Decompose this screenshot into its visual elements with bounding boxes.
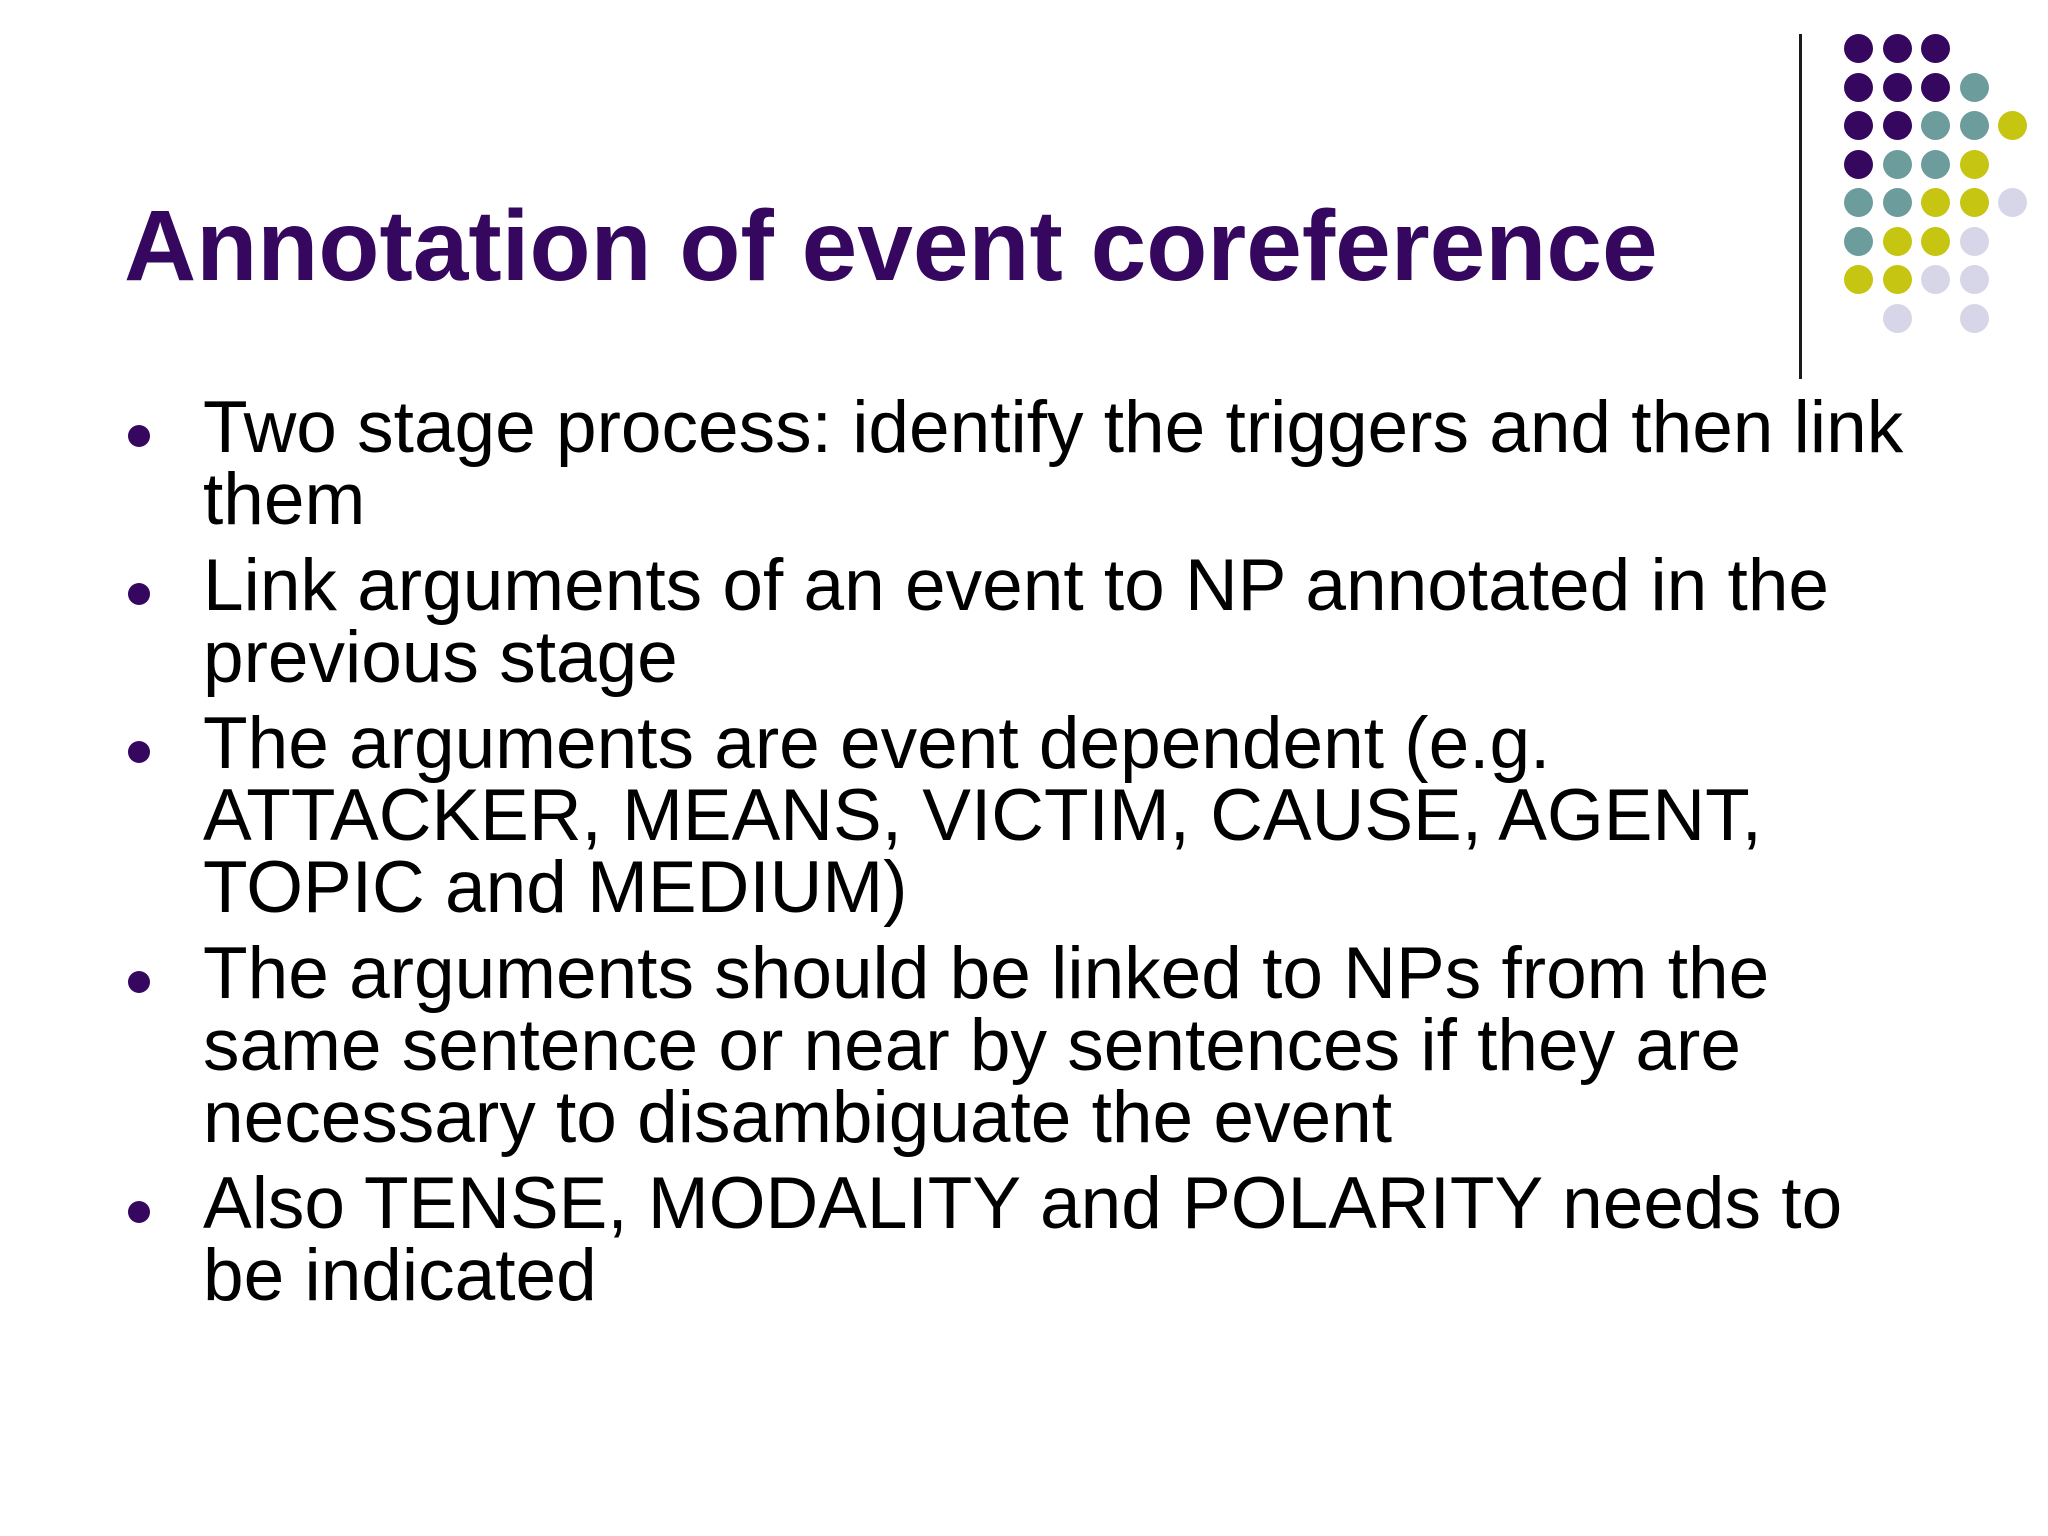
- bullet-item-4: [128, 933, 1928, 1158]
- decorative-dot-icon: [1960, 73, 1989, 102]
- decorative-dot-icon: [1960, 265, 1989, 294]
- title-divider-line: [1799, 34, 1802, 379]
- decorative-dot-icon: [1883, 188, 1912, 217]
- bullet-marker-icon: [128, 741, 150, 763]
- decorative-dot-icon: [1844, 111, 1873, 140]
- decorative-dot-icon: [1883, 150, 1912, 179]
- decorative-dot-icon: [1844, 34, 1873, 63]
- bullet-marker-icon: [128, 971, 150, 993]
- decorative-dot-icon: [1960, 188, 1989, 217]
- bullet-marker-icon: [128, 583, 150, 605]
- decorative-dot-icon: [1844, 227, 1873, 256]
- decorative-dot-icon: [1998, 111, 2027, 140]
- decorative-dot-icon: [1844, 73, 1873, 102]
- bullet-item-2: [128, 545, 1928, 698]
- decorative-dot-icon: [1960, 111, 1989, 140]
- decorative-dot-icon: [1998, 188, 2027, 217]
- bullet-text: The arguments should be linked to NPs from the same sentence or near by sentences if they are necessary to disambiguate the event: [203, 933, 1770, 1158]
- decorative-dot-icon: [1883, 304, 1912, 333]
- decorative-dot-icon: [1921, 34, 1950, 63]
- slide-title: Annotation of event coreference: [124, 190, 1658, 302]
- decorative-dot-icon: [1844, 265, 1873, 294]
- decorative-dot-icon: [1844, 150, 1873, 179]
- bullet-text: Link arguments of an event to NP annotated in the previous stage: [203, 545, 1830, 698]
- bullet-item-5: [128, 1163, 1928, 1316]
- decorative-dot-icon: [1921, 265, 1950, 294]
- decorative-dot-icon: [1883, 34, 1912, 63]
- decorative-dot-icon: [1960, 150, 1989, 179]
- decorative-dot-icon: [1960, 304, 1989, 333]
- bullet-text: The arguments are event dependent (e.g. ATTACKER, MEANS, VICTIM, CAUSE, AGENT, TOPIC and MEDIUM): [203, 703, 1762, 928]
- bullet-text: Two stage process: identify the triggers and then link them: [203, 387, 1904, 540]
- bullet-marker-icon: [128, 1201, 150, 1223]
- decorative-dot-icon: [1883, 265, 1912, 294]
- bullet-item-1: [128, 387, 1928, 540]
- decorative-dot-icon: [1883, 227, 1912, 256]
- decorative-dot-icon: [1921, 73, 1950, 102]
- decorative-dot-icon: [1921, 150, 1950, 179]
- decorative-dot-icon: [1921, 227, 1950, 256]
- decorative-dot-icon: [1883, 111, 1912, 140]
- bullet-list: [128, 387, 1928, 1326]
- decorative-dot-icon: [1921, 188, 1950, 217]
- bullet-marker-icon: [128, 425, 150, 447]
- bullet-text: Also TENSE, MODALITY and POLARITY needs to be indicated: [203, 1163, 1843, 1316]
- decorative-dot-icon: [1844, 188, 1873, 217]
- decorative-dot-icon: [1960, 227, 1989, 256]
- bullet-item-3: [128, 703, 1928, 928]
- decorative-dot-icon: [1921, 111, 1950, 140]
- decorative-dot-icon: [1883, 73, 1912, 102]
